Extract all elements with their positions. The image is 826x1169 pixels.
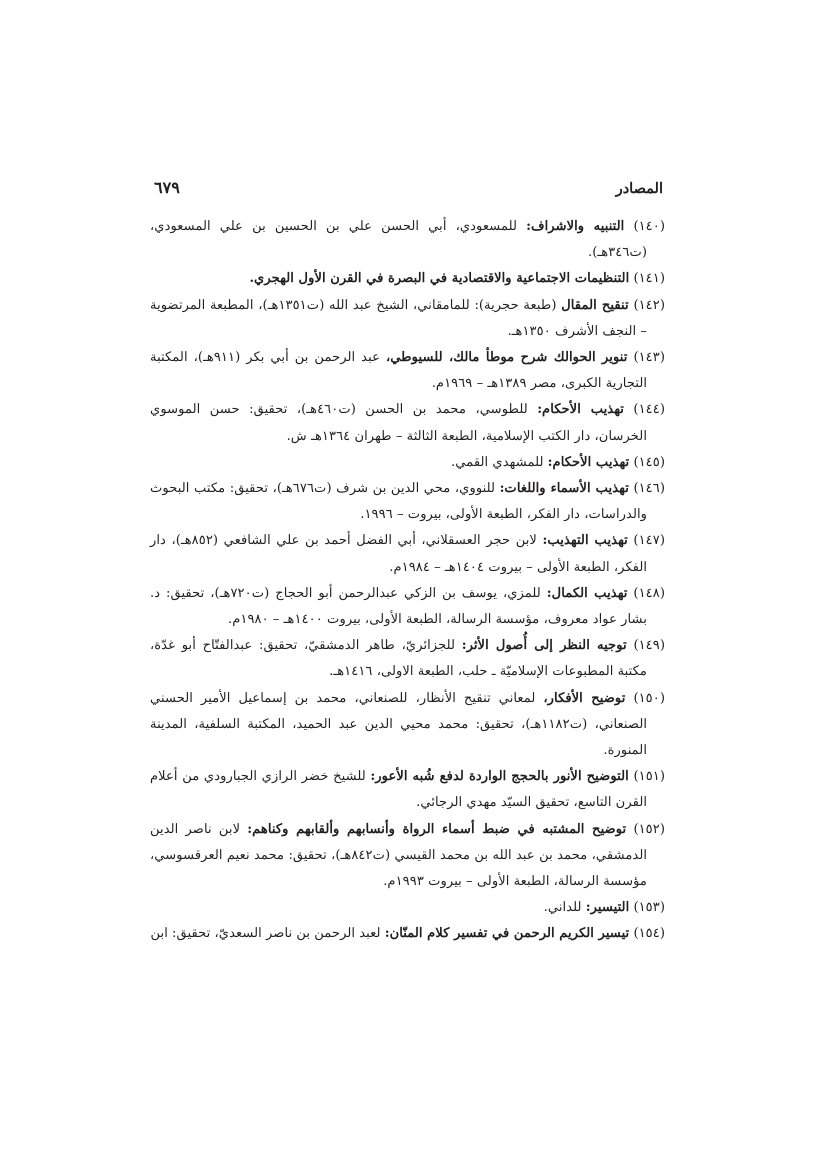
entry-title: توضيح الأفكار، — [543, 690, 626, 706]
bibliography-entry — [150, 817, 665, 896]
entry-title: تهذيب الأحكام: — [537, 402, 624, 418]
bibliography-entry — [150, 293, 665, 345]
page-header — [150, 180, 665, 214]
running-title: المصادر — [615, 180, 663, 197]
entry-number: (١٤٩) — [633, 638, 665, 654]
bibliography-entry — [150, 581, 665, 633]
entry-number: (١٥٠) — [633, 690, 665, 706]
entry-number: (١٤٤) — [633, 402, 665, 418]
entry-number: (١٤٥) — [633, 454, 665, 470]
entry-details: لمعاني تنقيح الأنظار، للصنعاني، محمد بن إسماعيل الأمير الحسني الصنعاني، (ت١١٨٢هـ)، تحقيق: محمد محيي الدين عبد الحميد، المكتبة السلفية، المدينة المنورة. — [150, 690, 648, 759]
page-number: ٦٧٩ — [154, 178, 180, 197]
entry-number: (١٤٨) — [633, 585, 665, 601]
entry-number: (١٤١) — [633, 271, 665, 287]
entry-title: تهذيب الكمال: — [546, 585, 628, 601]
bibliography-entry — [150, 895, 665, 921]
bibliography-entry — [150, 476, 665, 528]
entry-title: تهذيب التهذيب: — [542, 533, 628, 549]
bibliography-entry — [150, 345, 665, 397]
document-page — [150, 180, 665, 1080]
entry-details: للطوسي، محمد بن الحسن (ت٤٦٠هـ)، تحقيق: حسن الموسوي الخرسان، دار الكتب الإسلامية، الطبعة الثالثة – طهران ١٣٦٤هـ ش. — [150, 402, 647, 444]
entry-details: للمزي، يوسف بن الزكي عبدالرحمن أبو الحجاج (ت٧٢٠هـ)، تحقيق: د. بشار عواد معروف، مؤسسة الرسالة، الطبعة الأولى، بيروت ١٤٠٠هـ – ١٩٨٠م. — [150, 585, 647, 628]
entry-number: (١٤٢) — [633, 297, 665, 313]
entry-title: التنظيمات الاجتماعية والاقتصادية في البصرة في القرن الأول الهجري. — [249, 271, 630, 287]
entry-title: التنبيه والاشراف: — [526, 219, 625, 234]
entry-details: عبد الرحمن بن أبي بكر (٩١١هـ)، المكتبة التجارية الكبرى، مصر ١٣٨٩هـ – ١٩٦٩م. — [150, 350, 647, 392]
bibliography-entry — [150, 921, 665, 947]
entry-details: لابن حجر العسقلاني، أبي الفضل أحمد بن علي الشافعي (٨٥٢هـ)، دار الفكر، الطبعة الأولى – بيروت ١٤٠٤هـ – ١٩٨٤م. — [150, 533, 647, 575]
entry-title: توضيح المشتبه في ضبط أسماء الرواة وأنسابهم وألقابهم وكناهم: — [247, 821, 627, 837]
entry-details: للداني. — [543, 900, 586, 916]
entry-title: تنوير الحوالك شرح موطأ مالك، للسيوطي، — [385, 350, 628, 366]
bibliography-entry — [150, 528, 665, 580]
entry-details: للمسعودي، أبي الحسن علي بن الحسين بن علي المسعودي، (ت٣٤٦هـ). — [150, 219, 647, 261]
bibliography-entry — [150, 214, 665, 266]
bibliography-entry — [150, 686, 665, 765]
entry-number: (١٥٢) — [633, 821, 665, 837]
entry-title: التيسير: — [585, 900, 630, 916]
entry-title: تيسير الكريم الرحمن في تفسير كلام المنّان: — [384, 926, 630, 942]
bibliography-list — [150, 214, 665, 948]
entry-number: (١٥٤) — [633, 926, 665, 942]
entry-details: لعبد الرحمن بن ناصر السعديّ، تحقيق: ابن — [150, 926, 385, 942]
entry-number: (١٥٣) — [633, 900, 665, 916]
bibliography-entry — [150, 633, 665, 685]
entry-number: (١٤٦) — [633, 481, 665, 497]
entry-details: لابن ناصر الدين الدمشقي، محمد بن عبد الله بن محمد القيسي (ت٨٤٢هـ)، تحقيق: محمد نعيم العرقسوسي، مؤسسة الرسالة، الطبعة الأولى – بيروت ١٩٩٣م. — [150, 821, 648, 890]
entry-title: تهذيب الأسماء واللغات: — [499, 481, 629, 497]
entry-details: للجزائريّ، طاهر الدمشقيّ، تحقيق: عبدالفتّاح أبو غدّة، مكتبة المطبوعات الإسلاميّة ـ حلب، الطبعة الاولى، ١٤١٦هـ. — [150, 638, 647, 680]
entry-number: (١٤٠) — [633, 219, 665, 234]
entry-details: (طبعة حجرية): للمامقاني، الشيخ عبد الله (ت١٣٥١هـ)، المطبعة المرتضوية – النجف الأشرف ١٣٥٠هـ. — [150, 297, 647, 339]
entry-number: (١٥١) — [633, 769, 666, 785]
entry-details: للمشهدي القمي. — [451, 454, 548, 470]
entry-title: تنقيح المقال — [561, 297, 629, 313]
entry-details: للشيخ خضر الرازي الجبارودي من أعلام القرن التاسع، تحقيق السيّد مهدي الرجائي. — [150, 769, 647, 811]
entry-number: (١٤٧) — [633, 533, 665, 549]
entry-title: التوضيح الأنور بالحجج الواردة لدفع شُبه الأعور: — [370, 769, 629, 785]
bibliography-entry — [150, 266, 665, 292]
entry-details: للنووي، محي الدين بن شرف (ت٦٧٦هـ)، تحقيق: مكتب البحوث والدراسات، دار الفكر، الطبعة الأولى، بيروت – ١٩٩٦. — [150, 481, 647, 523]
entry-title: تهذيب الأحكام: — [547, 454, 630, 470]
bibliography-entry — [150, 450, 665, 476]
bibliography-entry — [150, 397, 665, 449]
entry-title: توجيه النظر إلى أُصول الأثر: — [461, 638, 627, 654]
entry-number: (١٤٣) — [633, 350, 665, 366]
bibliography-entry — [150, 764, 665, 816]
